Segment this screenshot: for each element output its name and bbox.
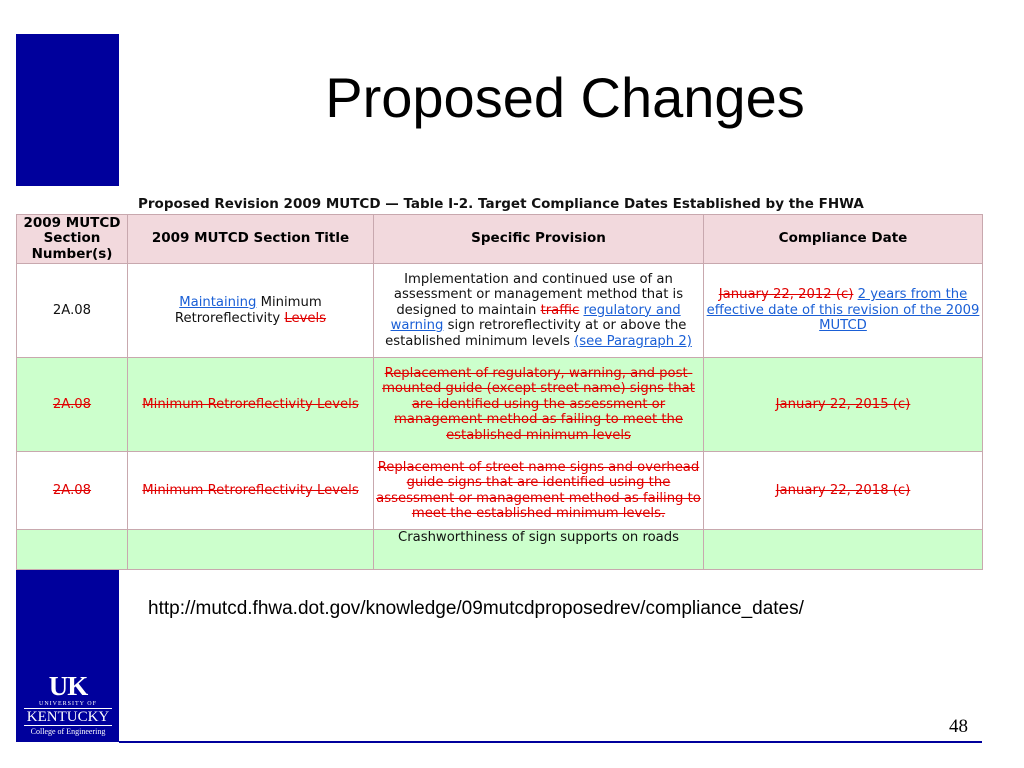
row3-provision: Replacement of street name signs and overhead guide signs that are identified using the assessment or management method as failing to meet the established minimum levels. [374,452,704,530]
row1-compliance-date [704,264,983,358]
footer-divider [119,741,982,743]
row4-section-title [128,530,374,570]
blue-accent-bar-top [16,34,119,186]
row1-date-deleted: January 22, 2012 (c) [718,287,854,303]
slide-title: Proposed Changes [325,66,805,129]
row1-section-number: 2A.08 [17,264,128,358]
row1-provision-text-a: Implementation and continued use of an assessment or management method that is designed to maintain [393,271,684,318]
header-compliance-date: Compliance Date [704,215,983,264]
row4-compliance-date [704,530,983,570]
header-section-number: 2009 MUTCD Section Number(s) [17,215,128,264]
logo-kentucky: KENTUCKY [24,708,112,726]
row2-provision: Replacement of regulatory, warning, and post-mounted guide (except street name) signs that are identified using the assessment or management method as failing to meet the established minimum levels [374,358,704,452]
row2-section-number: 2A.08 [17,358,128,452]
row1-date-inserted[interactable]: 2 years from the effective date of this revision of the 2009 MUTCD [706,287,980,334]
table-caption: Proposed Revision 2009 MUTCD — Table I-2. Target Compliance Dates Established by the FHWA [138,196,864,212]
row1-provision-inserted-1[interactable]: regulatory and warning [390,302,681,334]
compliance-dates-table [16,214,983,570]
row3-section-number: 2A.08 [17,452,128,530]
row2-compliance-date: January 22, 2015 (c) [704,358,983,452]
table-row [17,264,983,358]
compliance-table-clip [16,214,982,545]
row3-section-title: Minimum Retroreflectivity Levels [128,452,374,530]
table-row [17,358,983,452]
row4-provision: Crashworthiness of sign supports on roads [374,530,704,570]
row1-section-title [128,264,374,358]
table-row [17,452,983,530]
logo-uk-mark: UK [48,671,88,701]
header-specific-provision: Specific Provision [374,215,704,264]
logo-college-of-engineering: College of Engineering [30,727,106,736]
row1-provision [374,264,704,358]
table-header-row [17,215,983,264]
row1-title-deleted: Levels [284,310,327,326]
row1-title-plain: Minimum Retroreflectivity [174,295,322,326]
uk-college-of-engineering-logo [22,672,114,740]
row4-section-number [17,530,128,570]
row1-provision-deleted: traffic [540,302,580,318]
table-row [17,530,983,570]
row1-provision-inserted-2[interactable]: (see Paragraph 2) [574,333,692,349]
row3-compliance-date: January 22, 2018 (c) [704,452,983,530]
header-section-title: 2009 MUTCD Section Title [128,215,374,264]
row1-title-inserted[interactable]: Maintaining [179,295,257,310]
row1-provision-text-b: sign retroreflectivity at or above the established minimum levels [385,318,687,349]
page-number: 48 [949,716,968,737]
row2-section-title: Minimum Retroreflectivity Levels [128,358,374,452]
source-url: http://mutcd.fhwa.dot.gov/knowledge/09mutcdproposedrev/compliance_dates/ [148,598,804,619]
logo-university-of: UNIVERSITY OF [39,701,97,707]
